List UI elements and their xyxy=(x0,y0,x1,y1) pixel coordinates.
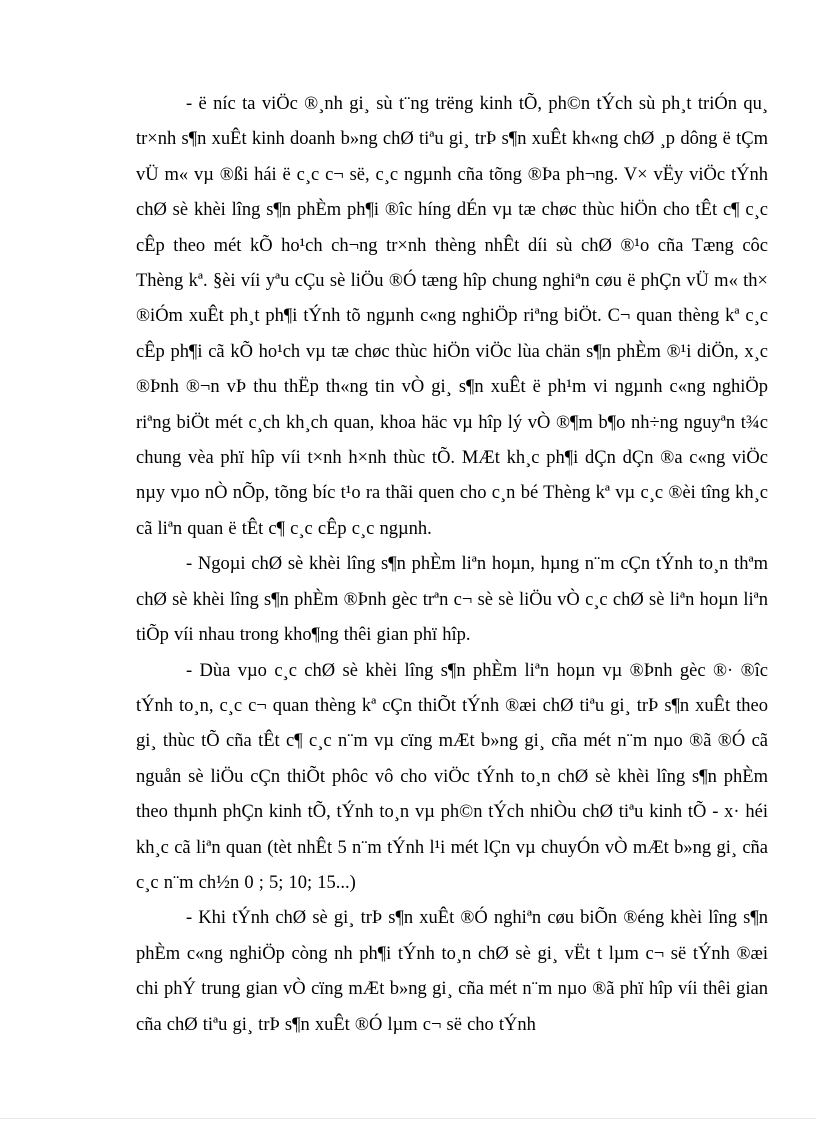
paragraph-2: - Ngoµi chØ sè khèi lîng s¶n phÈm liªn hoµn, hµng n¨m cÇn tÝnh to¸n thªm chØ sè khèi lîng s¶n phÈm ®Þnh gèc trªn c¬ sè sè liÖu vÒ c¸c chØ sè liªn hoµn liªn tiÕp víi nhau trong kho¶ng thêi gian phï hîp. xyxy=(136,554,768,646)
page-bottom-divider xyxy=(0,1118,816,1119)
body-text xyxy=(136,87,768,1043)
paragraph-3: - Dùa vµo c¸c chØ sè khèi lîng s¶n phÈm liªn hoµn vµ ®Þnh gèc ®· ®îc tÝnh to¸n, c¸c c¬ quan thèng kª cÇn thiÕt tÝnh ®æi chØ tiªu gi¸ trÞ s¶n xuÊt theo gi¸ thùc tÕ cña tÊt c¶ c¸c n¨m vµ cïng mÆt b»ng gi¸ cña mét n¨m nµo ®ã ®Ó cã nguån sè liÖu cÇn thiÕt phôc vô cho viÖc tÝnh to¸n chØ sè khèi lîng s¶n phÈm theo thµnh phÇn kinh tÕ, tÝnh to¸n vµ ph©n tÝch nhiÒu chØ tiªu kinh tÕ - x· héi kh¸c cã liªn quan (tèt nhÊt 5 n¨m tÝnh l¹i mét lÇn vµ chuyÓn vÒ mÆt b»ng gi¸ cña c¸c n¨m ch½n 0 ; 5; 10; 15...) xyxy=(136,660,768,893)
paragraph-1: - ë níc ta viÖc ®¸nh gi¸ sù t¨ng trëng kinh tÕ, ph©n tÝch sù ph¸t triÓn qu¸ tr×nh s¶n xuÊt kinh doanh b»ng chØ tiªu gi¸ trÞ s¶n xuÊt kh«ng chØ ¸p dông ë tÇm vÜ m« vµ ®ßi hái ë c¸c c¬ së, c¸c ngµnh cña tõng ®Þa ph¬ng. V× vËy viÖc tÝnh chØ sè khèi lîng s¶n phÈm ph¶i ®îc híng dÉn vµ tæ chøc thùc hiÖn cho tÊt c¶ c¸c cÊp theo mét kÕ ho¹ch ch¬ng tr×nh thèng nhÊt díi sù chØ ®¹o cña Tæng côc Thèng kª. §èi víi yªu cÇu sè liÖu ®Ó tæng hîp chung nghiªn cøu ë phÇn vÜ m« th× ®iÓm xuÊt ph¸t ph¶i tÝnh tõ ngµnh c«ng nghiÖp riªng biÖt. C¬ quan thèng kª c¸c cÊp ph¶i cã kÕ ho¹ch vµ tæ chøc thùc hiÖn viÖc lùa chän s¶n phÈm ®¹i diÖn, x¸c ®Þnh ®¬n vÞ thu thËp th«ng tin vÒ gi¸ s¶n xuÊt ë ph¹m vi ngµnh c«ng nghiÖp riªng biÖt mét c¸ch kh¸ch quan, khoa häc vµ hîp lý vÒ ®¶m b¶o nh÷ng nguyªn t¾c chung vèa phï hîp víi t×nh h×nh thùc tÕ. MÆt kh¸c ph¶i dÇn dÇn ®a c«ng viÖc nµy vµo nÒ nÕp, tõng bíc t¹o ra thãi quen cho c¸n bé Thèng kª vµ c¸c ®èi tîng kh¸c cã liªn quan ë tÊt c¶ c¸c cÊp c¸c ngµnh. xyxy=(136,94,768,539)
paragraph-4: - Khi tÝnh chØ sè gi¸ trÞ s¶n xuÊt ®Ó nghiªn cøu biÕn ®éng khèi lîng s¶n phÈm c«ng nghiÖp còng nh ph¶i tÝnh to¸n chØ sè gi¸ vËt t lµm c¬ së tÝnh ®æi chi phÝ trung gian vÒ cïng mÆt b»ng gi¸ cña mét n¨m nµo ®ã phï hîp víi thêi gian cña chØ tiªu gi¸ trÞ s¶n xuÊt ®Ó lµm c¬ së cho tÝnh xyxy=(136,908,768,1035)
